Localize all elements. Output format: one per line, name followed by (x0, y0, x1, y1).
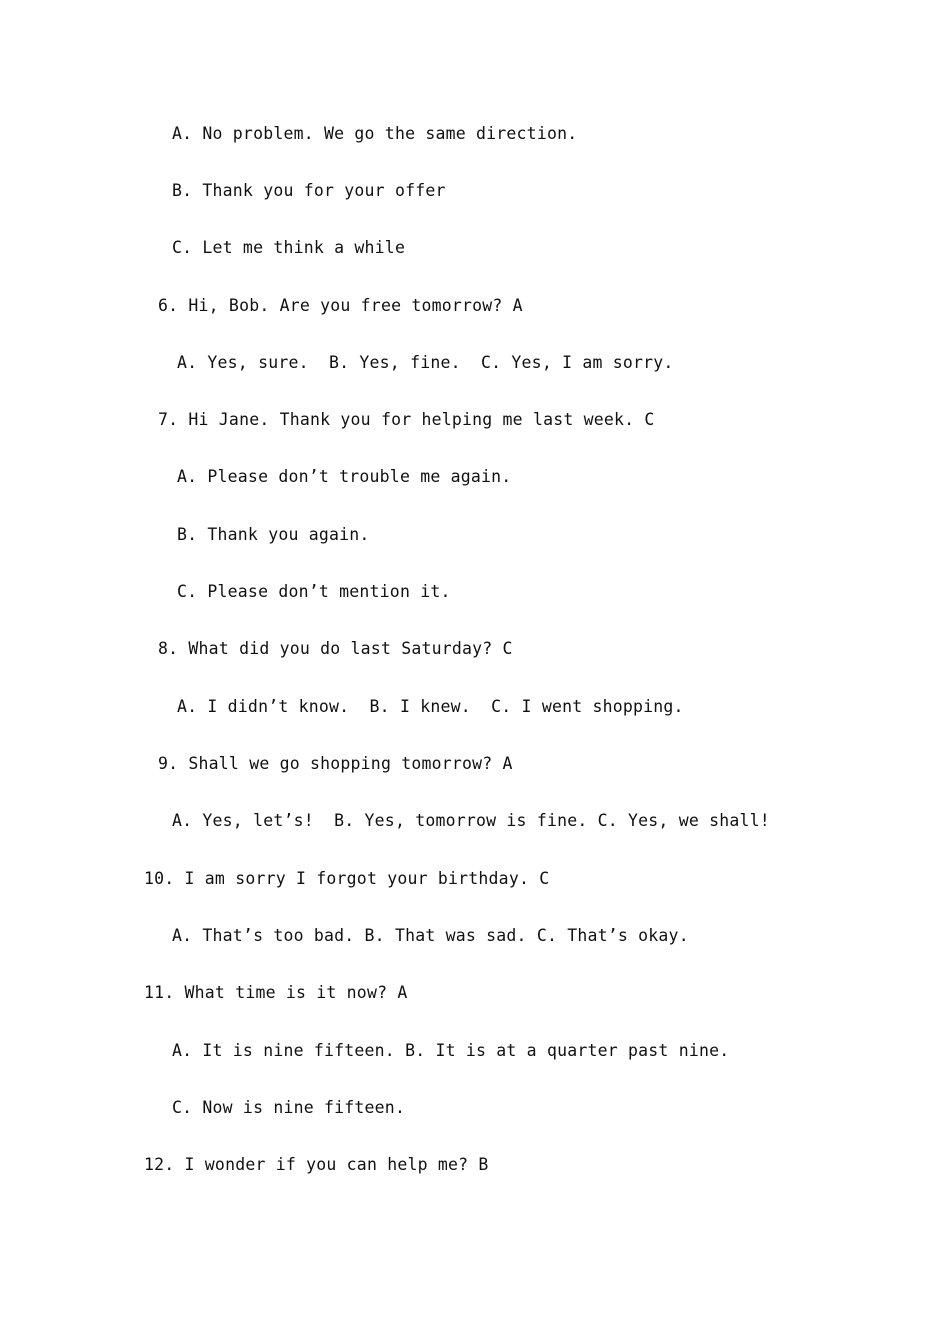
options-8: A. I didn’t know. B. I knew. C. I went shopping. (177, 697, 684, 716)
options-6: A. Yes, sure. B. Yes, fine. C. Yes, I am sorry. (177, 353, 674, 372)
option-a-5: A. No problem. We go the same direction. (172, 124, 578, 143)
question-8: 8. What did you do last Saturday? C (158, 639, 513, 658)
option-b-7: B. Thank you again. (177, 525, 370, 544)
question-10: 10. I am sorry I forgot your birthday. C (144, 869, 550, 888)
question-11: 11. What time is it now? A (144, 983, 408, 1002)
option-c-11: C. Now is nine fifteen. (172, 1098, 406, 1117)
question-9: 9. Shall we go shopping tomorrow? A (158, 754, 513, 773)
option-c-7: C. Please don’t mention it. (177, 582, 451, 601)
option-ab-11: A. It is nine fifteen. B. It is at a quarter past nine. (172, 1041, 730, 1060)
option-b-5: B. Thank you for your offer (172, 181, 446, 200)
option-a-7: A. Please don’t trouble me again. (177, 467, 512, 486)
question-7: 7. Hi Jane. Thank you for helping me last week. C (158, 410, 655, 429)
question-12: 12. I wonder if you can help me? B (144, 1155, 489, 1174)
question-6: 6. Hi, Bob. Are you free tomorrow? A (158, 296, 523, 315)
options-9: A. Yes, let’s! B. Yes, tomorrow is fine. C. Yes, we shall! (172, 811, 770, 830)
option-c-5: C. Let me think a while (172, 238, 406, 257)
options-10: A. That’s too bad. B. That was sad. C. That’s okay. (172, 926, 689, 945)
